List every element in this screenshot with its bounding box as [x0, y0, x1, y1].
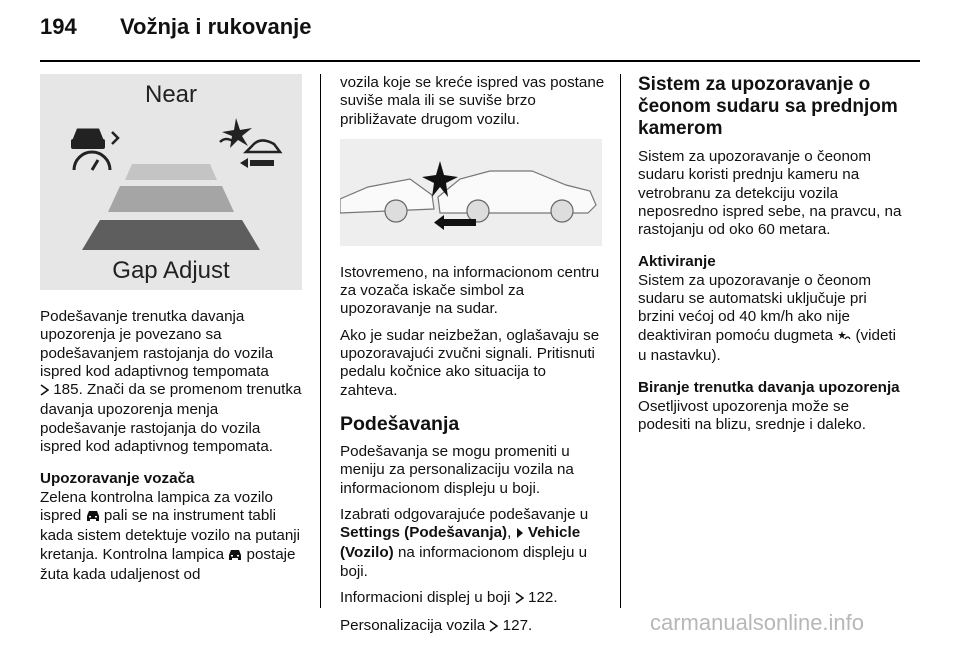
vehicle-ahead-icon	[228, 548, 242, 566]
gap-adjust-illustration	[40, 74, 302, 290]
paragraph: vozila koje se kreće ispred vas postane suviše mala ili se suviše brzo približavate drugom vozilu.	[340, 74, 605, 128]
column-divider-1	[320, 74, 321, 608]
column-divider-2	[620, 74, 621, 608]
column-left	[40, 74, 305, 592]
paragraph: Podešavanje trenutka davanja upozorenja je povezano sa podešavanjem rastojanja do vozila ispred kod adaptivnog tempomata 185. Znači da se promenom trenutka davanja upozorenja menja podešavanje rastojanja do vozila ispred kod adaptivnog tempomata.	[40, 308, 302, 456]
subheading: Aktiviranje	[638, 253, 716, 271]
section-title: Podešavanja	[340, 412, 460, 435]
paragraph: Personalizacija vozila 127.	[340, 617, 605, 637]
car-gauge-icon	[71, 130, 118, 170]
page-number: 194	[40, 14, 77, 39]
arrow-left-icon	[434, 215, 444, 230]
collision-alert-button-icon	[837, 329, 851, 347]
paragraph: Osetljivost upozorenja može se podesiti na blizu, srednje i daleko.	[638, 397, 866, 433]
column-middle	[340, 74, 605, 646]
settings-menu-label: Settings (Podešavanja)	[340, 524, 508, 542]
vehicle-menu-icon	[516, 526, 524, 544]
gap-bar-1	[125, 164, 217, 180]
arrow-ref-icon	[515, 591, 524, 609]
paragraph: Izabrati odgovarajuće podešavanje u Settings (Podešavanja), Vehicle (Vozilo) na informacionom displeju u boji.	[340, 505, 589, 580]
gap-adjust-label: Gap Adjust	[112, 257, 230, 284]
column-right	[638, 74, 903, 442]
collision-warning-figure	[340, 139, 602, 246]
page-ref[interactable]: 122.	[528, 589, 558, 607]
arrow-ref-icon	[489, 619, 498, 637]
paragraph: Sistem za upozoravanje o čeonom sudaru se automatski uključuje pri brzini većoj od 40 km/h ako nije deaktiviran pomoću dugmeta (videti u nastavku).	[638, 271, 897, 364]
arrow-ref-icon	[40, 383, 49, 401]
paragraph: Zelena kontrolna lampica za vozilo ispred pali se na instrument tabli kada sistem detektuje vozilo na putanji kretanja. Kontrolna lampica postaje žuta kada udaljenost od	[40, 488, 301, 583]
collision-illustration	[340, 139, 602, 246]
vehicle-menu-label: Vehicle (Vozilo)	[340, 524, 581, 562]
paragraph: Ako je sudar neizbežan, oglašavaju se upozoravajući zvučni signali. Pritisnuti pedalu kočnice ako situacija to zahteva.	[340, 326, 600, 399]
chapter-title: Vožnja i rukovanje	[120, 14, 312, 39]
page-header	[40, 14, 312, 54]
section-title: Sistem za upozoravanje o čeonom sudaru sa prednjom kamerom	[638, 74, 898, 139]
paragraph: Podešavanja se mogu promeniti u meniju za personalizaciju vozila na informacionom displeju u boji.	[340, 442, 574, 497]
paragraph: Sistem za upozoravanje o čeonom sudaru koristi prednju kameru na vetrobranu za detekciju vozila neposredno ispred sebe, na pravcu, na rastojanju od oko 60 metara.	[638, 148, 902, 239]
header-rule	[40, 60, 920, 62]
paragraph: Istovremeno, na informacionom centru za vozača iskače simbol za upozoravanje na sudar.	[340, 263, 600, 318]
gap-bar-2	[108, 186, 234, 212]
collision-icon	[220, 118, 280, 168]
watermark: carmanualsonline.info	[650, 610, 865, 635]
subheading: Upozoravanje vozača	[40, 470, 195, 488]
paragraph: Informacioni displej u boji 122.	[340, 589, 605, 609]
vehicle-ahead-icon	[86, 509, 100, 527]
near-label: Near	[144, 81, 198, 108]
page-ref[interactable]: 185	[53, 381, 79, 399]
subheading: Biranje trenutka davanja upozorenja	[638, 379, 900, 397]
page-ref[interactable]: 127.	[502, 617, 533, 635]
gap-adjust-figure	[40, 74, 302, 290]
gap-bar-3	[82, 220, 260, 250]
